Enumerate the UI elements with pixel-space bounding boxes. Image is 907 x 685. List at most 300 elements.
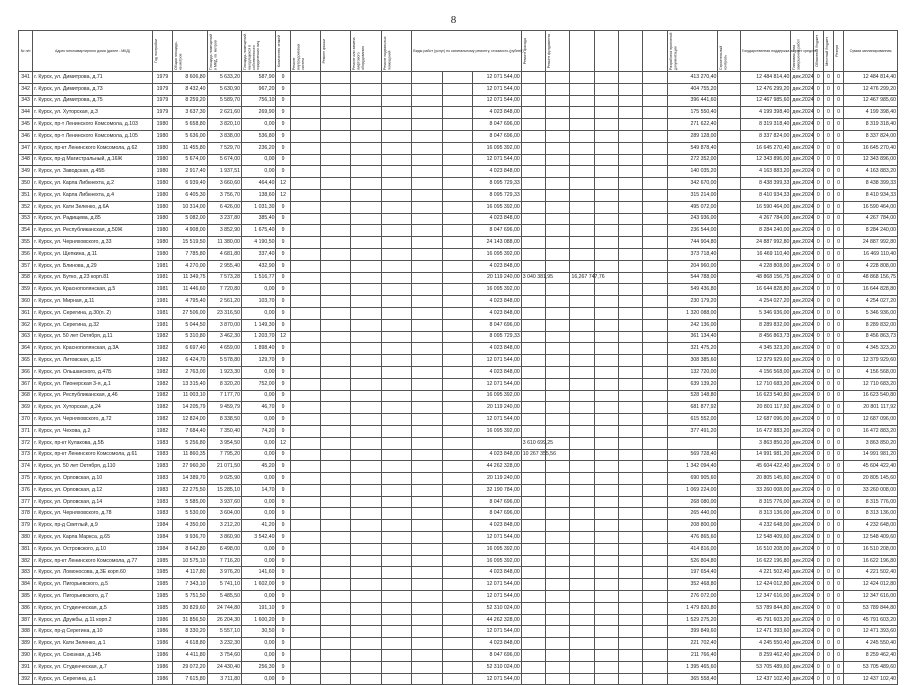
row-legal-area: 0,00 (242, 414, 276, 426)
row-extra-cost (521, 260, 545, 272)
row-floors: 9 (276, 626, 290, 638)
empty-cell (321, 638, 351, 650)
empty-cell (412, 402, 442, 414)
row-legal-area: 967,20 (242, 83, 276, 95)
empty-cell (594, 284, 618, 296)
row-address: г. Курск, ул. Блинова, д.29 (33, 260, 153, 272)
row-works-cost: 16 095 392,00 (473, 142, 522, 154)
empty-cell (442, 661, 472, 673)
row-region: 0 (813, 142, 823, 154)
row-premises-area: 11 380,00 (207, 237, 241, 249)
row-extra-cost (521, 402, 545, 414)
empty-cell (381, 343, 411, 355)
empty-cell (619, 189, 643, 201)
empty-cell (381, 260, 411, 272)
row-legal-area: 0,00 (242, 119, 276, 131)
empty-cell (594, 213, 618, 225)
row-control-cost: 396 441,60 (667, 95, 718, 107)
row-local: 0 (823, 284, 833, 296)
empty-cell (290, 83, 320, 95)
row-total: 12 379 929,60 (844, 355, 898, 367)
empty-cell (643, 437, 667, 449)
row-extra-cost (521, 378, 545, 390)
row-extra-note (570, 650, 594, 662)
empty-cell (412, 567, 442, 579)
row-extra-cost (521, 626, 545, 638)
row-local: 0 (823, 461, 833, 473)
row-extra-cost (521, 638, 545, 650)
empty-cell (546, 284, 570, 296)
empty-cell (321, 272, 351, 284)
empty-cell (290, 543, 320, 555)
row-reserve: 0 (833, 225, 843, 237)
row-fund-amount: 12 467 985,60 (740, 95, 791, 107)
row-fund-amount: 48 868 156,75 (740, 272, 791, 284)
col-header-total-area: Общая площадь, кв.метров (174, 41, 183, 70)
empty-cell (594, 496, 618, 508)
row-total-area: 4 117,80 (173, 567, 207, 579)
row-total: 8 284 240,00 (844, 225, 898, 237)
row-extra-note (570, 567, 594, 579)
row-plan-date: дек.2024 (791, 378, 813, 390)
empty-cell (412, 520, 442, 532)
empty-cell (643, 343, 667, 355)
empty-cell (643, 425, 667, 437)
row-address: г. Курск, ул. Димитрова, д.75 (33, 95, 153, 107)
row-plan-date: дек.2024 (791, 189, 813, 201)
empty-cell (381, 119, 411, 131)
row-premises-area: 3 937,60 (207, 496, 241, 508)
table-row (19, 366, 898, 378)
empty-cell (718, 331, 740, 343)
row-year: 1983 (152, 461, 172, 473)
row-control-cost: 221 702,40 (667, 638, 718, 650)
empty-cell (321, 532, 351, 544)
empty-cell (643, 614, 667, 626)
table-row (19, 567, 898, 579)
row-total: 8 259 462,40 (844, 650, 898, 662)
row-legal-area: 129,70 (242, 355, 276, 367)
empty-cell (290, 461, 320, 473)
row-plan-date: дек.2024 (791, 661, 813, 673)
row-floors: 12 (276, 178, 290, 190)
row-extra-cost (521, 425, 545, 437)
row-extra-note (570, 307, 594, 319)
empty-cell (619, 543, 643, 555)
row-control-cost: 377 491,20 (667, 425, 718, 437)
row-premises-area: 26 204,30 (207, 614, 241, 626)
row-floors: 9 (276, 201, 290, 213)
col-header-foundation: Ремонт фундамента (547, 33, 552, 69)
row-address: г. Курск, ул. Литовская, д.15 (33, 355, 153, 367)
row-local: 0 (823, 567, 833, 579)
row-total-area: 5 044,50 (173, 319, 207, 331)
empty-cell (290, 107, 320, 119)
row-total-area: 11 003,10 (173, 390, 207, 402)
row-premises-area: 5 589,70 (207, 95, 241, 107)
row-region: 0 (813, 296, 823, 308)
row-legal-area: 0,00 (242, 307, 276, 319)
empty-cell (381, 154, 411, 166)
empty-cell (643, 473, 667, 485)
empty-cell (619, 496, 643, 508)
header-gov-support: Государственная поддержка за счёт средств (740, 31, 791, 72)
row-extra-cost (521, 225, 545, 237)
empty-cell (619, 319, 643, 331)
empty-cell (351, 319, 381, 331)
empty-cell (594, 178, 618, 190)
empty-cell (381, 72, 411, 84)
row-extra-cost (521, 591, 545, 603)
row-total: 4 163 883,20 (844, 166, 898, 178)
table-row (19, 355, 898, 367)
col-header-number: № п/п (19, 31, 33, 72)
empty-cell (412, 296, 442, 308)
row-extra-cost (521, 213, 545, 225)
empty-cell (619, 508, 643, 520)
empty-cell (381, 508, 411, 520)
row-year: 1980 (152, 225, 172, 237)
row-region: 0 (813, 532, 823, 544)
row-total-area: 27 960,30 (173, 461, 207, 473)
row-local: 0 (823, 95, 833, 107)
row-works-cost: 20 119 240,00 (473, 473, 522, 485)
row-total-area: 6 424,70 (173, 355, 207, 367)
row-floors: 9 (276, 83, 290, 95)
row-total-area: 8 606,80 (173, 72, 207, 84)
row-floors: 9 (276, 425, 290, 437)
row-total-area: 4 795,40 (173, 296, 207, 308)
row-legal-area: 14,70 (242, 484, 276, 496)
empty-cell (351, 449, 381, 461)
empty-cell (321, 484, 351, 496)
row-year: 1979 (152, 107, 172, 119)
row-reserve: 0 (833, 107, 843, 119)
empty-cell (412, 72, 442, 84)
col-header-basement: Ремонт подвальных помещений (382, 36, 392, 70)
row-works-cost: 12 071 544,00 (473, 355, 522, 367)
empty-cell (619, 366, 643, 378)
row-works-cost: 8 095 729,33 (473, 331, 522, 343)
row-floors: 9 (276, 366, 290, 378)
row-address: г. Курск, ул. Черняховского, д.78 (33, 508, 153, 520)
col-header-design: Разработка проектной документации (668, 32, 678, 70)
empty-cell (321, 591, 351, 603)
empty-cell (643, 119, 667, 131)
empty-cell (290, 154, 320, 166)
empty-cell (381, 201, 411, 213)
row-reserve: 0 (833, 166, 843, 178)
row-plan-date: дек.2024 (791, 414, 813, 426)
row-plan-date: дек.2024 (791, 343, 813, 355)
empty-cell (546, 425, 570, 437)
row-region: 0 (813, 661, 823, 673)
row-control-cost: 342 670,00 (667, 178, 718, 190)
row-year: 1982 (152, 402, 172, 414)
row-local: 0 (823, 579, 833, 591)
row-local: 0 (823, 650, 833, 662)
row-plan-date: дек.2024 (791, 461, 813, 473)
empty-cell (321, 213, 351, 225)
empty-cell (643, 72, 667, 84)
row-year: 1981 (152, 260, 172, 272)
row-premises-area: 2 955,40 (207, 260, 241, 272)
empty-cell (442, 508, 472, 520)
empty-cell (619, 473, 643, 485)
row-region: 0 (813, 473, 823, 485)
row-control-cost: 549 878,40 (667, 142, 718, 154)
table-body (19, 72, 898, 685)
row-control-cost: 1 342 094,40 (667, 461, 718, 473)
empty-cell (381, 414, 411, 426)
row-control-cost: 690 905,60 (667, 473, 718, 485)
row-control-cost: 321 475,20 (667, 343, 718, 355)
empty-cell (442, 449, 472, 461)
empty-cell (442, 390, 472, 402)
row-fund-amount: 45 604 422,40 (740, 461, 791, 473)
row-works-cost: 4 023 848,00 (473, 449, 522, 461)
empty-cell (619, 225, 643, 237)
empty-cell (643, 130, 667, 142)
row-fund-amount: 8 313 136,00 (740, 508, 791, 520)
row-address: г. Курск, ул. Республиканская, д.50Ж (33, 225, 153, 237)
row-year: 1980 (152, 142, 172, 154)
empty-cell (546, 579, 570, 591)
row-extra-note (570, 555, 594, 567)
row-control-cost: 315 214,00 (667, 189, 718, 201)
empty-cell (351, 591, 381, 603)
row-number: 341 (19, 72, 33, 84)
empty-cell (442, 213, 472, 225)
empty-cell (412, 272, 442, 284)
table-row (19, 107, 898, 119)
row-fund-amount: 45 791 603,20 (740, 614, 791, 626)
row-extra-note (570, 343, 594, 355)
empty-cell (718, 343, 740, 355)
empty-cell (643, 95, 667, 107)
row-extra-note (570, 296, 594, 308)
row-number: 385 (19, 591, 33, 603)
empty-cell (321, 237, 351, 249)
row-premises-area: 7 529,70 (207, 142, 241, 154)
empty-cell (442, 119, 472, 131)
row-number: 375 (19, 473, 33, 485)
empty-cell (594, 602, 618, 614)
row-local: 0 (823, 331, 833, 343)
row-works-cost: 8 047 696,00 (473, 130, 522, 142)
empty-cell (351, 189, 381, 201)
empty-cell (321, 319, 351, 331)
empty-cell (718, 496, 740, 508)
empty-cell (412, 496, 442, 508)
row-control-cost: 265 440,00 (667, 508, 718, 520)
table-header (19, 31, 898, 72)
row-legal-area: 587,90 (242, 72, 276, 84)
empty-cell (594, 437, 618, 449)
empty-cell (412, 626, 442, 638)
empty-cell (594, 661, 618, 673)
row-control-cost: 175 550,40 (667, 107, 718, 119)
row-total-area: 14 205,79 (173, 402, 207, 414)
row-local: 0 (823, 355, 833, 367)
table-row (19, 425, 898, 437)
empty-cell (290, 237, 320, 249)
row-legal-area: 0,00 (242, 591, 276, 603)
row-floors: 9 (276, 449, 290, 461)
empty-cell (643, 355, 667, 367)
row-total: 4 228 808,00 (844, 260, 898, 272)
row-year: 1982 (152, 378, 172, 390)
row-fund-amount: 16 645 270,40 (740, 142, 791, 154)
row-number: 378 (19, 508, 33, 520)
row-year: 1985 (152, 591, 172, 603)
row-fund-amount: 14 991 981,20 (740, 449, 791, 461)
empty-cell (412, 237, 442, 249)
empty-cell (546, 189, 570, 201)
row-number: 373 (19, 449, 33, 461)
row-legal-area: 0,00 (242, 154, 276, 166)
empty-cell (643, 673, 667, 685)
row-reserve: 0 (833, 178, 843, 190)
row-reserve: 0 (833, 319, 843, 331)
empty-cell (442, 638, 472, 650)
empty-cell (381, 142, 411, 154)
empty-cell (594, 142, 618, 154)
row-reserve: 0 (833, 461, 843, 473)
row-plan-date: дек.2024 (791, 366, 813, 378)
row-legal-area: 1 675,40 (242, 225, 276, 237)
row-extra-note (570, 225, 594, 237)
empty-cell (412, 178, 442, 190)
row-legal-area: 0,00 (242, 449, 276, 461)
empty-cell (381, 130, 411, 142)
row-total-area: 22 275,50 (173, 484, 207, 496)
row-plan-date: дек.2024 (791, 154, 813, 166)
empty-cell (546, 650, 570, 662)
empty-cell (619, 614, 643, 626)
row-control-cost: 352 468,80 (667, 579, 718, 591)
empty-cell (546, 638, 570, 650)
row-number: 353 (19, 213, 33, 225)
row-total-area: 11 860,35 (173, 449, 207, 461)
row-total-area: 6 405,30 (173, 189, 207, 201)
empty-cell (412, 189, 442, 201)
row-number: 365 (19, 355, 33, 367)
row-works-cost: 12 071 544,00 (473, 154, 522, 166)
row-plan-date: дек.2024 (791, 72, 813, 84)
row-plan-date: дек.2024 (791, 331, 813, 343)
row-total: 16 622 196,80 (844, 555, 898, 567)
row-extra-note (570, 166, 594, 178)
row-total: 12 548 409,60 (844, 532, 898, 544)
empty-cell (351, 661, 381, 673)
row-total: 53 789 844,80 (844, 602, 898, 614)
row-total: 12 710 683,20 (844, 378, 898, 390)
empty-cell (321, 331, 351, 343)
empty-cell (290, 272, 320, 284)
table-row (19, 201, 898, 213)
empty-cell (412, 95, 442, 107)
row-control-cost: 1 395 465,60 (667, 661, 718, 673)
empty-cell (442, 473, 472, 485)
empty-cell (442, 296, 472, 308)
row-works-cost: 12 071 544,00 (473, 378, 522, 390)
row-year: 1980 (152, 201, 172, 213)
row-reserve: 0 (833, 484, 843, 496)
row-control-cost: 243 936,00 (667, 213, 718, 225)
empty-cell (619, 390, 643, 402)
row-total-area: 11 455,80 (173, 142, 207, 154)
row-premises-area: 1 923,30 (207, 366, 241, 378)
empty-cell (351, 95, 381, 107)
empty-cell (381, 189, 411, 201)
empty-cell (351, 638, 381, 650)
row-floors: 9 (276, 532, 290, 544)
row-floors: 9 (276, 473, 290, 485)
empty-cell (546, 414, 570, 426)
table-row (19, 272, 898, 284)
empty-cell (619, 567, 643, 579)
empty-cell (442, 355, 472, 367)
row-reserve: 0 (833, 390, 843, 402)
row-address: г. Курск, ул. Серегина, д.1 (33, 673, 153, 685)
row-address: г. Курск, ул. 50 лет Октября, д.11 (33, 331, 153, 343)
row-extra-note (570, 543, 594, 555)
empty-cell (619, 591, 643, 603)
empty-cell (643, 284, 667, 296)
row-legal-area: 0,00 (242, 650, 276, 662)
empty-cell (412, 532, 442, 544)
empty-cell (546, 213, 570, 225)
empty-cell (351, 142, 381, 154)
row-extra-note (570, 673, 594, 685)
empty-cell (351, 307, 381, 319)
row-extra-note (570, 402, 594, 414)
row-local: 0 (823, 414, 833, 426)
row-reserve: 0 (833, 414, 843, 426)
row-address: г. Курск, ул. Карла Либкнехта, д.4 (33, 189, 153, 201)
row-control-cost: 132 720,00 (667, 366, 718, 378)
table-row (19, 319, 898, 331)
col-header-total: Сумма запланированная (844, 31, 898, 72)
empty-cell (594, 555, 618, 567)
row-address: г. Курск, ул. Черняховского, д.72 (33, 414, 153, 426)
empty-cell (546, 484, 570, 496)
row-fund-amount: 8 289 832,00 (740, 319, 791, 331)
empty-cell (351, 532, 381, 544)
row-reserve: 0 (833, 355, 843, 367)
empty-cell (546, 95, 570, 107)
row-extra-cost (521, 107, 545, 119)
row-control-cost: 204 960,00 (667, 260, 718, 272)
empty-cell (718, 213, 740, 225)
row-extra-cost (521, 72, 545, 84)
row-extra-cost (521, 95, 545, 107)
row-floors: 9 (276, 213, 290, 225)
row-legal-area: 0,00 (242, 673, 276, 685)
row-reserve: 0 (833, 213, 843, 225)
empty-cell (321, 355, 351, 367)
empty-cell (321, 296, 351, 308)
row-number: 356 (19, 248, 33, 260)
row-legal-area: 536,80 (242, 130, 276, 142)
row-number: 376 (19, 484, 33, 496)
row-extra-note (570, 284, 594, 296)
row-region: 0 (813, 95, 823, 107)
row-premises-area: 15 285,10 (207, 484, 241, 496)
empty-cell (442, 307, 472, 319)
row-fund-amount: 12 484 814,40 (740, 72, 791, 84)
